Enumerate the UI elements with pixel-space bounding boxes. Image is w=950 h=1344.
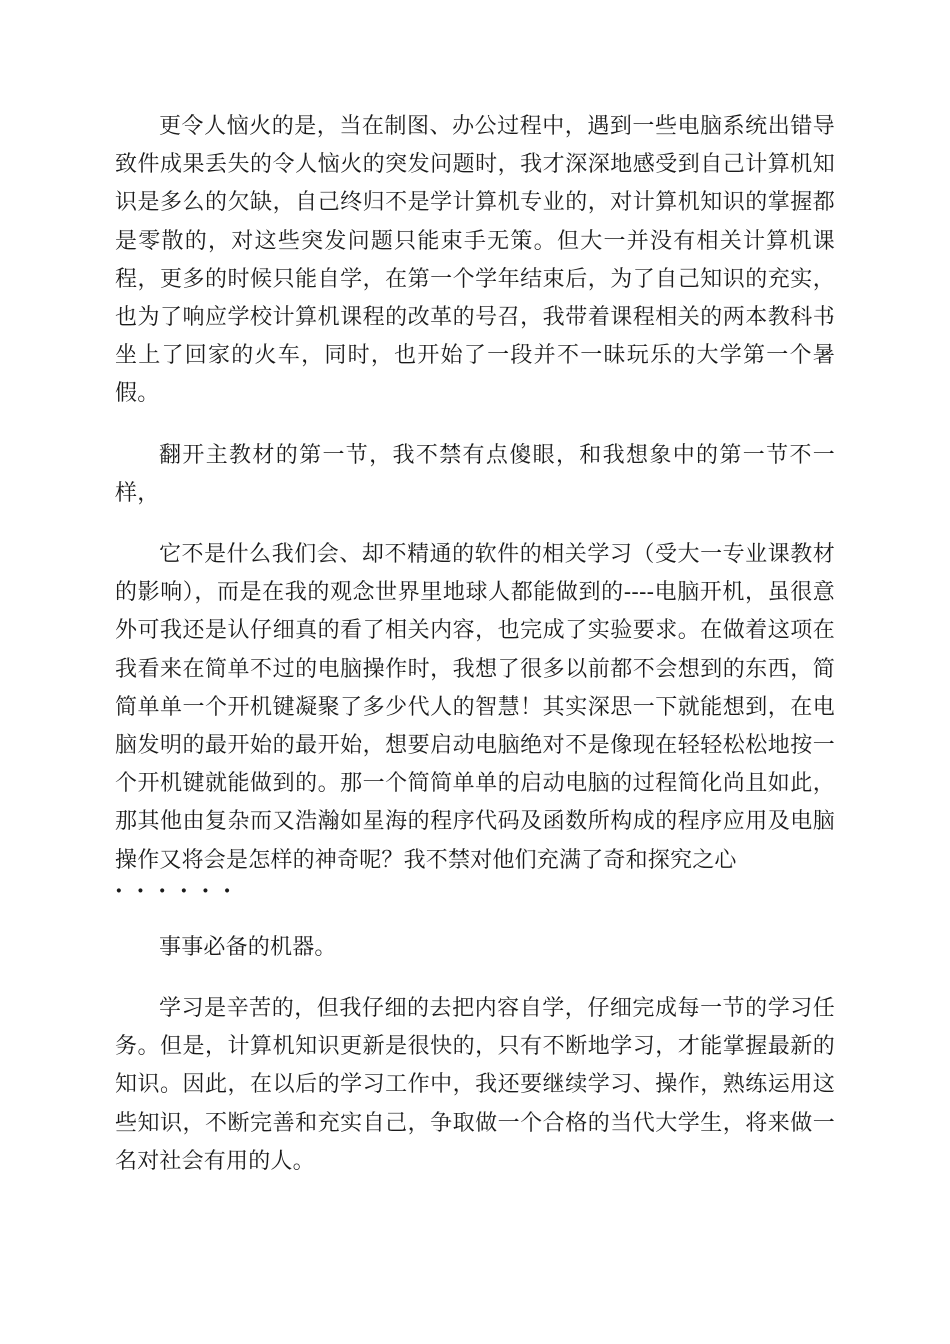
- paragraph-1: 更令人恼火的是，当在制图、办公过程中，遇到一些电脑系统出错导致件成果丢失的令人恼火的突发问题时，我才深深地感受到自己计算机知识是多么的欠缺，自己终归不是学计算机专业的，对计算机知识的掌握都是零散的，对这些突发问题只能束手无策。但大一并没有相关计算机课程，更多的时候只能自学，在第一个学年结束后，为了自己知识的充实，也为了响应学校计算机课程的改革的号召，我带着课程相关的两本教科书坐上了回家的火车，同时，也开始了一段并不一昧玩乐的大学第一个暑假。: [115, 114, 835, 407]
- paragraph-3: [115, 536, 835, 906]
- ellipsis-dots: ······: [115, 877, 245, 904]
- paragraph-5: 学习是辛苦的，但我仔细的去把内容自学，仔细完成每一节的学习任务。但是，计算机知识更新是很快的，只有不断地学习，才能掌握最新的知识。因此，在以后的学习工作中，我还要继续学习、操作，熟练运用这些知识，不断完善和充实自己，争取做一个合格的当代大学生，将来做一名对社会有用的人。: [115, 996, 835, 1174]
- paragraph-2: 翻开主教材的第一节，我不禁有点傻眼，和我想象中的第一节不一样，: [115, 442, 835, 506]
- paragraph-4: 事事必备的机器。: [159, 934, 337, 960]
- paragraph-3-text: 它不是什么我们会、却不精通的软件的相关学习（受大一专业课教材的影响），而是在我的观念世界里地球人都能做到的----电脑开机，虽很意外可我还是认仔细真的看了相关内容，也完成了实验要求。在做着这项在我看来在简单不过的电脑操作时，我想了很多以前都不会想到的东西，简简单单一个开机键凝聚了多少代人的智慧！其实深思一下就能想到，在电脑发明的最开始的最开始，想要启动电脑绝对不是像现在轻轻松松地按一个开机键就能做到的。那一个简简单单的启动电脑的过程简化尚且如此，那其他由复杂而又浩瀚如星海的程序代码及函数所构成的程序应用及电脑操作又将会是怎样的神奇呢？我不禁对他们充满了奇和探究之心: [115, 542, 835, 873]
- document-page: [115, 108, 835, 1181]
